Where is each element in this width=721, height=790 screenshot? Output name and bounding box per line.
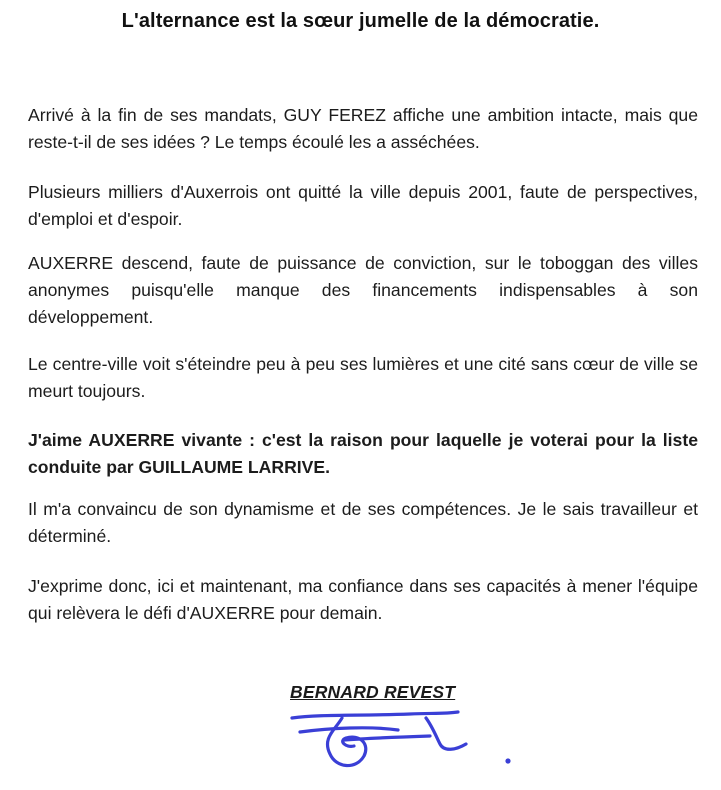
handwritten-signature <box>280 704 530 784</box>
paragraph-3: AUXERRE descend, faute de puissance de conviction, sur le toboggan des villes anonymes puisqu'elle manque des financements indispensables à son développement. <box>28 253 698 327</box>
signature-dot <box>505 758 510 763</box>
signer-name: BERNARD REVEST <box>290 682 456 702</box>
signature-stroke-t <box>426 718 466 749</box>
paragraph-2: Plusieurs milliers d'Auxerrois ont quitté la ville depuis 2001, faute de perspectives, d'emploi et d'espoir. <box>28 182 698 229</box>
signature-stroke-loop <box>327 718 365 766</box>
paragraph-1: Arrivé à la fin de ses mandats, GUY FEREZ affiche une ambition intacte, mais que reste-t-il de ses idées ? Le temps écoulé les a asséchées. <box>28 105 698 152</box>
signature-stroke-top <box>292 712 458 718</box>
paragraph-7: J'exprime donc, ici et maintenant, ma confiance dans ses capacités à mener l'équipe qui relèvera le défi d'AUXERRE pour demain. <box>28 576 698 623</box>
signature-stroke-tail <box>300 728 398 732</box>
paragraph-4: Le centre-ville voit s'éteindre peu à peu ses lumières et une cité sans cœur de ville se meurt toujours. <box>28 354 698 401</box>
letter-title: L'alternance est la sœur jumelle de la démocratie. <box>121 10 600 32</box>
paragraph-5-statement: J'aime AUXERRE vivante : c'est la raison pour laquelle je voterai pour la liste conduite par GUILLAUME LARRIVE. <box>28 430 698 477</box>
paragraph-6: Il m'a convaincu de son dynamisme et de ses compétences. Je le sais travailleur et déterminé. <box>28 499 698 546</box>
